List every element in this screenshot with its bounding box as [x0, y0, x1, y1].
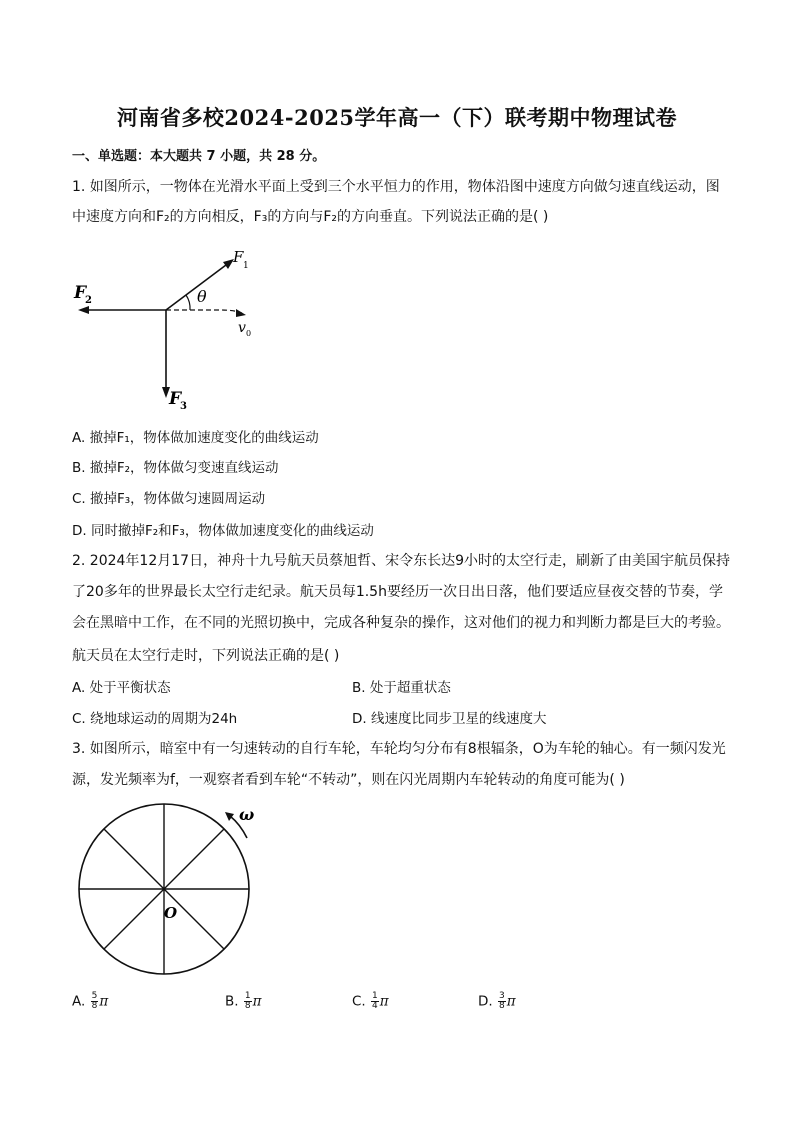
- q2-option-d: D. 线速度比同步卫星的线速度大: [352, 711, 547, 727]
- f2-label: F: [74, 283, 87, 303]
- page-title: 河南省多校2024-2025学年高一（下）联考期中物理试卷: [116, 105, 678, 130]
- q2-stem-line1: 2. 2024年12月17日，神舟十九号航天员蔡旭哲、宋令东长达9小时的太空行走，刷新了由美国宇航员保持: [72, 553, 730, 569]
- f3-label: F: [169, 389, 182, 409]
- f1-sub: 1: [243, 261, 249, 271]
- q3-stem-line2: 源，发光频率为f，一观察者看到车轮“不转动”，则在闪光周期内车轮转动的角度可能为( ): [72, 772, 625, 788]
- q2-option-c: C. 绕地球运动的周期为24h: [72, 711, 238, 727]
- v0-direction: [166, 310, 242, 313]
- omega-label: ω: [239, 805, 255, 824]
- q2-stem-line3: 会在黑暗中工作，在不同的光照切换中，完成各种复杂的操作，这对他们的视力和判断力都是巨大的考验。: [72, 615, 730, 631]
- q2-option-a: A. 处于平衡状态: [72, 680, 171, 696]
- q2-stem-line4: 航天员在太空行走时，下列说法正确的是( ): [72, 648, 340, 664]
- theta-arc: [186, 295, 190, 310]
- q3-stem-line1: 3. 如图所示，暗室中有一匀速转动的自行车轮，车轮均匀分布有8根辐条，O为车轮的轴心。有一频闪发光: [72, 741, 726, 757]
- v0-sub: 0: [246, 329, 252, 338]
- f1-label: F: [233, 248, 244, 266]
- center-label: O: [164, 904, 178, 922]
- v0-arrowhead: [236, 309, 246, 317]
- q3-wheel-diagram: [70, 800, 270, 980]
- q1-option-a: A. 撤掉F₁，物体做加速度变化的曲线运动: [72, 430, 319, 446]
- theta-label: θ: [197, 287, 207, 306]
- q1-stem-line2: 中速度方向和F₂的方向相反，F₃的方向与F₂的方向垂直。下列说法正确的是( ): [72, 209, 549, 225]
- q3-option-b: B. $\frac{1}{8}$ π: [225, 991, 262, 1011]
- q1-option-b: B. 撤掉F₂，物体做匀变速直线运动: [72, 460, 279, 476]
- q3-option-a: A. $\frac{5}{8}$ π: [72, 991, 109, 1011]
- v0-label: v: [238, 320, 246, 336]
- f3-sub: 3: [180, 401, 187, 412]
- q1-option-c: C. 撤掉F₃，物体做匀速圆周运动: [72, 491, 266, 507]
- f2-sub: 2: [85, 295, 92, 306]
- section-heading: 一、单选题：本大题共 7 小题，共 28 分。: [72, 149, 326, 164]
- q1-option-d: D. 同时撤掉F₂和F₃，物体做加速度变化的曲线运动: [72, 523, 374, 539]
- q1-force-diagram: [70, 242, 270, 414]
- f2-arrowhead: [78, 306, 89, 314]
- q2-option-b: B. 处于超重状态: [352, 680, 451, 696]
- q1-stem-line1: 1. 如图所示，一物体在光滑水平面上受到三个水平恒力的作用，物体沿图中速度方向做匀速直线运动，图: [72, 179, 720, 195]
- q2-stem-line2: 了20多年的世界最长太空行走纪录。航天员每1.5h要经历一次日出日落，他们要适应昼夜交替的节奏，学: [72, 584, 723, 600]
- q3-option-c: C. $\frac{1}{4}$ π: [352, 991, 389, 1011]
- q3-option-d: D. $\frac{3}{8}$ π: [478, 991, 516, 1011]
- rotation-arrowhead: [225, 812, 234, 821]
